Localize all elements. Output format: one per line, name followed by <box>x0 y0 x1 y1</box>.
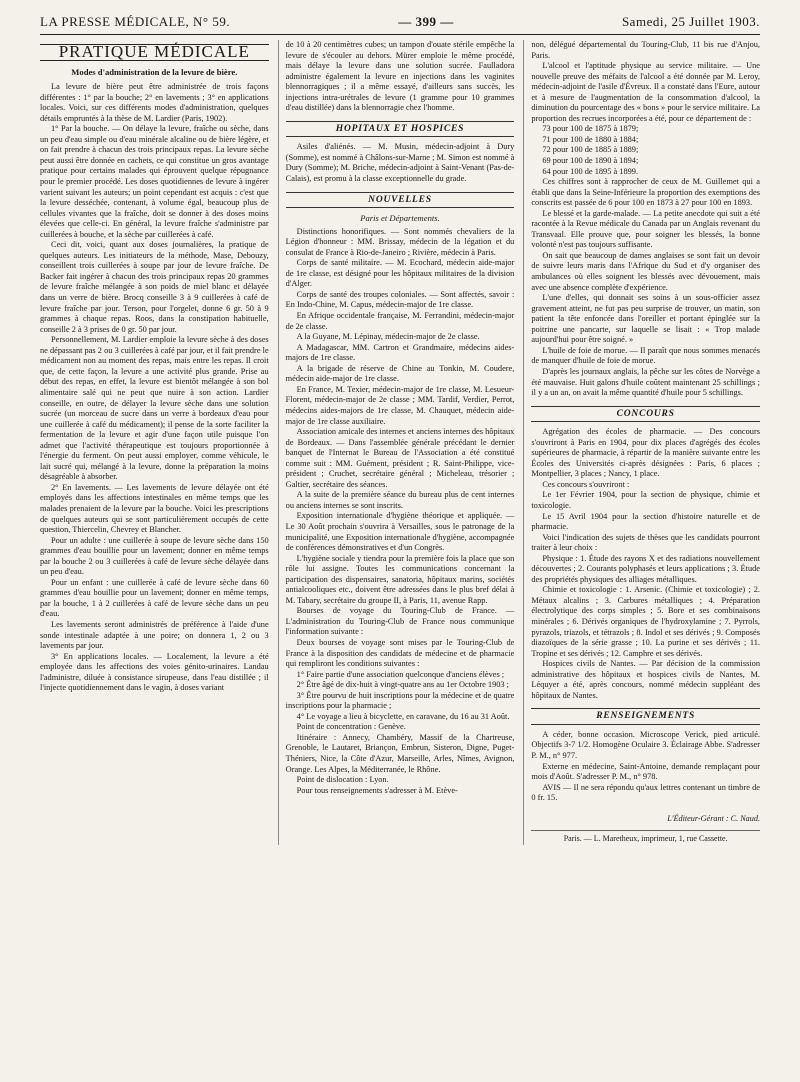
stat-line: 73 pour 100 de 1875 à 1879; <box>542 124 639 134</box>
paragraph: Point de dislocation : Lyon. <box>296 775 389 785</box>
article-title: Modes d'administration de la levure de bière. <box>71 66 238 77</box>
paragraph: Le blessé et la garde-malade. — La petite anecdote qui suit a été racontée à la Revue médicale du Canada par un Anglais revenant du Transvaal. Elle prouve que, pour soigner les blessés, la bonne volonté n'est pas toujours suffisante. <box>531 208 761 250</box>
paragraph: A la suite de la première séance du bureau plus de cent internes ou anciens internes se sont inscrits. <box>285 490 515 510</box>
columns <box>40 40 760 845</box>
paragraph: 2° En lavements. — Les lavements de levure délayée ont été employés dans les affections intestinales en même temps que les malades prenaient de la levure par la bouche. Voici les prescriptions de quelques auteurs qui se sont particulièrement occupés de cette question, Thiercelin, Chevrey et Blancher. <box>40 482 269 535</box>
column-2 <box>278 40 515 845</box>
paragraph: 1° Faire partie d'une association quelconque d'anciens élèves ; <box>296 669 505 679</box>
paragraph: Bourses de voyage du Touring-Club de France. — L'administration du Touring-Club de France nous communique l'information suivante : <box>285 606 515 637</box>
paragraph: Le 1er Février 1904, pour la section de physique, chimie et toxicologie. <box>531 490 761 510</box>
paragraph: Pour tous renseignements s'adresser à M. Etève- <box>296 785 458 795</box>
section-title-concours: CONCOURS <box>531 406 760 423</box>
paragraph: 3° En applications locales. — Localement, la levure a été employée dans les affections des voies génito-urinaires. Landau l'administre, diluée à consistance sirupeuse, dans l'eau distillée ; il l'injecte quotidiennement dans le vagin, à doses variant <box>40 651 269 693</box>
paragraph: Point de concentration : Genève. <box>296 722 406 732</box>
paragraph: Itinéraire : Annecy, Chambéry, Massif de la Chartreuse, Grenoble, le Lautaret, Briançon, Embrun, Sisteron, Digne, Puget-Théniers, Nice, la Côte d'Azur, Marseille, Arles, Nîmes, Avignon, Orange. Les Alpes, la Méditerranée, le Rhône. <box>285 732 515 774</box>
page-number: — 399 — <box>398 14 454 29</box>
paragraph: L'une d'elles, qui donnait ses soins à un sous-officier assez gravement atteint, ne fut pas peu surprise de trouver, un matin, son patient la tête enfoncée dans l'oreiller et portant épinglée sur la poitrine une pancarte, sur laquelle se lisait : « Trop malade aujourd'hui pour être soigné. » <box>531 293 761 345</box>
paragraph: 1° Par la bouche. — On délaye la levure, fraîche ou sèche, dans un peu d'eau simple ou d'eau minérale alcaline ou de bière légère, et on fait prendre à chacun des trois principaux repas. La levure sèche peut aussi être donnée en cachets, ce qui constitue un gros avantage pratique pour certains malades qui éprouvent quelque répugnance pour le premier procédé. Les doses quotidiennes de levure à ingérer varient suivant les auteurs; un point cependant est acquis : c'est que la levure desséchée, contenant, à volume égal, beaucoup plus de cellules vivantes que la fraîche, doit se donner à des doses moins élevées que celle-ci. En général, la levure fraîche s'administre par cuillerées à bouche, et la sèche par cuillerées à café. <box>40 124 269 239</box>
paragraph: Les lavements seront administrés de préférence à l'aide d'une sonde intestinale adaptée à une poire; on donnera 1, 2 ou 3 lavements par jour. <box>40 619 269 651</box>
paragraph: En France, M. Texier, médecin-major de 1re classe, M. Lesueur-Florent, médecin-major de 2e classe ; MM. Tardif, Verdier, Perrot, médecins aides-majors de 1re classe, M. Chauquet, médecin aide-major de 1re classe auxiliaire. <box>285 384 515 426</box>
paragraph: L'hygiène sociale y tiendra pour la première fois la place que son rôle lui assigne. Toutes les communications concernant la participation des dispensaires, sanatoria, hôpitaux marins, sociétés antialcooliques etc., doivent être adressées dans le plus bref délai à M. Tabary, secrétaire du groupe II, à Paris, 11, avenue Rapp. <box>285 553 515 605</box>
classified-ad: Externe en médecine, Saint-Antoine, demande remplaçant pour mois d'Août. S'adresser P. M., n° 978. <box>531 761 761 782</box>
journal-issue: LA PRESSE MÉDICALE, N° 59. <box>40 14 231 29</box>
section-title-hopitaux: HOPITAUX ET HOSPICES <box>286 121 515 138</box>
stat-line: 64 pour 100 de 1895 à 1899. <box>542 166 639 176</box>
paragraph: Physique : 1. Étude des rayons X et des radiations nouvellement découvertes ; 2. Courants polyphasés et leurs applications ; 3. Étude des propriétés physiques des alliages métalliques. <box>531 553 761 584</box>
paragraph: Deux bourses de voyage sont mises par le Touring-Club de France à la disposition des candidats de médecine et de pharmacie qui rempliront les conditions suivantes : <box>285 637 515 669</box>
paragraph: de 10 à 20 centimètres cubes; un tampon d'ouate stérile empêche la levure de s'écouler au dehors. Mürer emploie le même procédé, mais délaye la levure dans une solution sucrée. Faulladora administre également la levure en injections dans les vaginites blennorragiques ; il a même essayé, d'ailleurs sans succès, les injections intra-urétrales de levure (1 gramme pour 10 grammes d'eau distillée) dans la blennorragie chez l'homme. <box>285 40 515 113</box>
paragraph: A la brigade de réserve de Chine au Tonkin, M. Coudere, médecin aide-major de 1re classe. <box>285 363 515 384</box>
paragraph: 3° Être pourvu de huit inscriptions pour la médecine et de quatre inscriptions pour la pharmacie ; <box>285 690 515 711</box>
paragraph: L'huile de foie de morue. — Il paraît que nous sommes menacés de manquer d'huile de foie de morue. <box>531 345 761 366</box>
paragraph: 2° Être âgé de dix-huit à vingt-quatre ans au 1er Octobre 1903 ; <box>296 680 509 690</box>
paragraph: Voici l'indication des sujets de thèses que les candidats pourront traiter à leur choix : <box>531 532 761 553</box>
paragraph: Le 15 Avril 1904 pour la section d'histoire naturelle et de pharmacie. <box>531 511 761 532</box>
subsection-title: Paris et Départements. <box>360 213 440 224</box>
paragraph: Corps de santé des troupes coloniales. — Sont affectés, savoir : En Indo-Chine, M. Capus, médecin-major de 1re classe. <box>285 289 515 310</box>
column-3 <box>523 40 760 845</box>
stat-line: 69 pour 100 de 1890 à 1894; <box>542 156 639 166</box>
section-title-pratique: PRATIQUE MÉDICALE <box>40 44 269 61</box>
editor-signature: L'Éditeur-Gérant : C. Naud. <box>667 813 761 823</box>
column-1 <box>40 40 269 845</box>
paragraph: Agrégation des écoles de pharmacie. — Des concours s'ouvriront à Paris en 1904, pour dix places d'agrégés des écoles supérieures de pharmacie, à répartir de la manière suivante entre les Écoles des Universités ci-après désignées : Paris, 6 places ; Montpellier, 3 places ; Nancy, 1 place. <box>531 427 761 479</box>
page-header <box>40 14 760 35</box>
paragraph: Corps de santé militaire. — M. Ecochard, médecin aide-major de 1re classe, est désigné pour les hôpitaux militaires de la division d'Alger. <box>285 258 515 289</box>
paragraph: A Madagascar, MM. Cartron et Grandmaire, médecins aides-majors de 1re classe. <box>285 342 515 363</box>
printer-line: Paris. — L. Maretheux, imprimeur, 1, rue Cassette. <box>531 830 760 845</box>
classified-ad: A céder, bonne occasion. Microscope Verick, pied articulé. Objectifs 3-7 1/2. Homogène Oculaire 3. Éclairage Abbe. S'adresser P. M., n° 977. <box>531 729 761 760</box>
paragraph: Hospices civils de Nantes. — Par décision de la commission administrative des hôpitaux et hospices civils de Nantes, M. Léquyer a été, après concours, nommé médecin suppléant des hôpitaux de Nantes. <box>531 659 761 700</box>
paragraph: Distinctions honorifiques. — Sont nommés chevaliers de la Légion d'honneur : MM. Brissay, médecin de la légation et du consulat de France à Rio-de-Janeiro ; Rivière, médecin à Paris. <box>285 226 515 257</box>
paragraph: non, délégué départemental du Touring-Club, 11 bis rue d'Anjou, Paris. <box>531 40 761 60</box>
paragraph: On sait que beaucoup de dames anglaises se sont fait un devoir de suivre leurs maris dans l'Afrique du Sud et d'y organiser des ambulances où elles soignent les blessés avec dévouement, mais avec une absence complète d'expérience. <box>531 250 761 292</box>
issue-date: Samedi, 25 Juillet 1903. <box>621 14 760 29</box>
paragraph: Association amicale des internes et anciens internes des hôpitaux de Bordeaux. — Dans l'assemblée générale précédant le dernier banquet de l'Internat le Bureau de l'Association a été constitué comme suit : MM. Guément, président ; R. Saint-Philippe, vice-président ; Cruchet, secrétaire général ; Micheleau, trésorier ; Galtier, secrétaire des séances. <box>285 427 515 489</box>
paragraph: Pour un enfant : une cuillerée à café de levure sèche dans 60 grammes d'eau bouillie pour un lavement; donner en même temps, par la bouche, 1 à 2 cuillerées à café de levure sèche dans un peu d'eau. <box>40 577 269 619</box>
paragraph: En Afrique occidentale française, M. Ferrandini, médecin-major de 2e classe. <box>285 311 515 331</box>
paragraph: Ceci dit, voici, quant aux doses journalières, la pratique de quelques auteurs. Les initiateurs de la méthode, Mase, Debouzy, conseillent trois cuillerées à soupe par jour de levure fraîche. De Backer fait ingérer à chacun des trois principaux repas 20 grammes de levure fraîche mélangée à son poids de miel blanc et délayée dans un verre de bière. Brocq conseille 3 à 9 cuillerées à café de levure fraîche par jour. Terson, pour l'orgelet, donne 6 gr. 50 à 9 grammes à chaque repas. Roos, dans la constipation habituelle, conseille 2 à 3 prises de 0 gr. 50 par jour. <box>40 240 269 334</box>
notice: AVIS — Il ne sera répondu qu'aux lettres contenant un timbre de 0 fr. 15. <box>531 782 761 803</box>
paragraph: Ces chiffres sont à rapprocher de ceux de M. Guillemet qui a établi que dans la Seine-Inférieure la proportion des exemptions des conscrits est passée de 6 pour 100 en 1873 à 27 pour 100 en 1893. <box>531 177 761 208</box>
stat-line: 71 pour 100 de 1880 à 1884; <box>542 134 639 144</box>
paragraph: D'après les journaux anglais, la pêche sur les côtes de Norvège a été mauvaise. Huit galons d'huile coûtent maintenant 25 schillings ; il y a un an, on avait la même quantité d'huile pour 5 schillings. <box>531 366 761 398</box>
paragraph: Pour un adulte : une cuillerée à soupe de levure sèche dans 150 grammes d'eau bouillie pour un lavement; donner en même temps par la bouche 2 ou 3 cuillerées à café de levure sèche délayée dans un peu d'eau. <box>40 535 269 577</box>
paragraph: Chimie et toxicologie : 1. Arsenic. (Chimie et toxicologie) ; 2. Métaux alcalins ; 3. Carbures métalliques ; 4. Préparation électrolytique des corps simples ; 5. Bore et ses combinaisons minérales ; 6. Dérivés organiques de l'hydroxylamine ; 7. Pyrrols, pyrazols, triazols, et tétrazols ; 8. Indol et ses dérivés ; 9. Composés diazoïques de la série grasse ; 10. La purine et ses dérivés ; 11. Tropine et ses dérivés ; 12. Camphre et ses dérivés. <box>531 585 761 658</box>
paragraph: A la Guyane, M. Lépinay, médecin-major de 2e classe. <box>296 332 480 342</box>
section-title-renseignements: RENSEIGNEMENTS <box>531 708 760 725</box>
paragraph: Exposition internationale d'hygiène théorique et appliquée. — Le 30 Août prochain s'ouvrira à Versailles, sous le patronage de la municipalité, une Exposition internationale d'hygiène, accompagnée de conférences démonstratives et d'un Congrès. <box>285 511 515 553</box>
paragraph: 4° Le voyage a lieu à bicyclette, en caravane, du 16 au 31 Août. <box>296 711 510 721</box>
paragraph: L'alcool et l'aptitude physique au service militaire. — Une nouvelle preuve des méfaits de l'alcool a été donnée par M. Leroy, médecin-adjoint de l'asile d'Évreux. Il a constaté dans l'Eure, autour et à mesure de l'augmentation de la consommation d'alcool, la diminution du pourcentage des « bons » pour le service militaire. La proportion des recrues incorporées a été, pour ce département de : <box>531 61 761 123</box>
paragraph: Asiles d'aliénés. — M. Musin, médecin-adjoint à Dury (Somme), est nommé à Châlons-sur-Marne ; M. Simon est nommé à Dury (Somme); M. Briche, médecin-adjoint à Saint-Venant (Pas-de-Calais), est promu à la classe exceptionnelle du grade. <box>285 142 515 184</box>
stat-line: 72 pour 100 de 1885 à 1889; <box>542 145 639 155</box>
paragraph: Ces concours s'ouvriront : <box>542 479 630 489</box>
paragraph: La levure de bière peut être administrée de trois façons différentes : 1° par la bouche; 2° en lavements ; 3° en applications locales. Voici, sur ces différents modes d'administration, quelques détails empruntés à la thèse de M. Lardier (Paris, 1902). <box>40 82 269 123</box>
section-title-nouvelles: NOUVELLES <box>286 192 515 209</box>
paragraph: Personnellement, M. Lardier emploie la levure sèche à des doses ne dépassant pas 2 ou 3 cuillerées à café par jour, et il fait prendre le médicament non au moment des repas, mais entre les repas. Il croit que, de cette façon, la levure a une activité plus grande. Prise au début des repas, en effet, la levure est bientôt mélangée à son bol alimentaire salé qui ne peut que nuire à son action. Lardier conseille, en outre, de délayer la levure sèche dans une solution sucrée (un morceau de sucre dans un verre à bordeaux d'eau pour une cuillerée à café du médicament); il pense de la sorte faciliter la fermentation de la levure et agir d'une façon utile puisque l'on admet que l'activité thérapeutique est toujours proportionnée à l'énergie du ferment. On peut aussi employer, comme véhicule, le lait sucré qui, mélangé à la levure, donne la préparation la moins désagréable à absorber. <box>40 335 269 482</box>
